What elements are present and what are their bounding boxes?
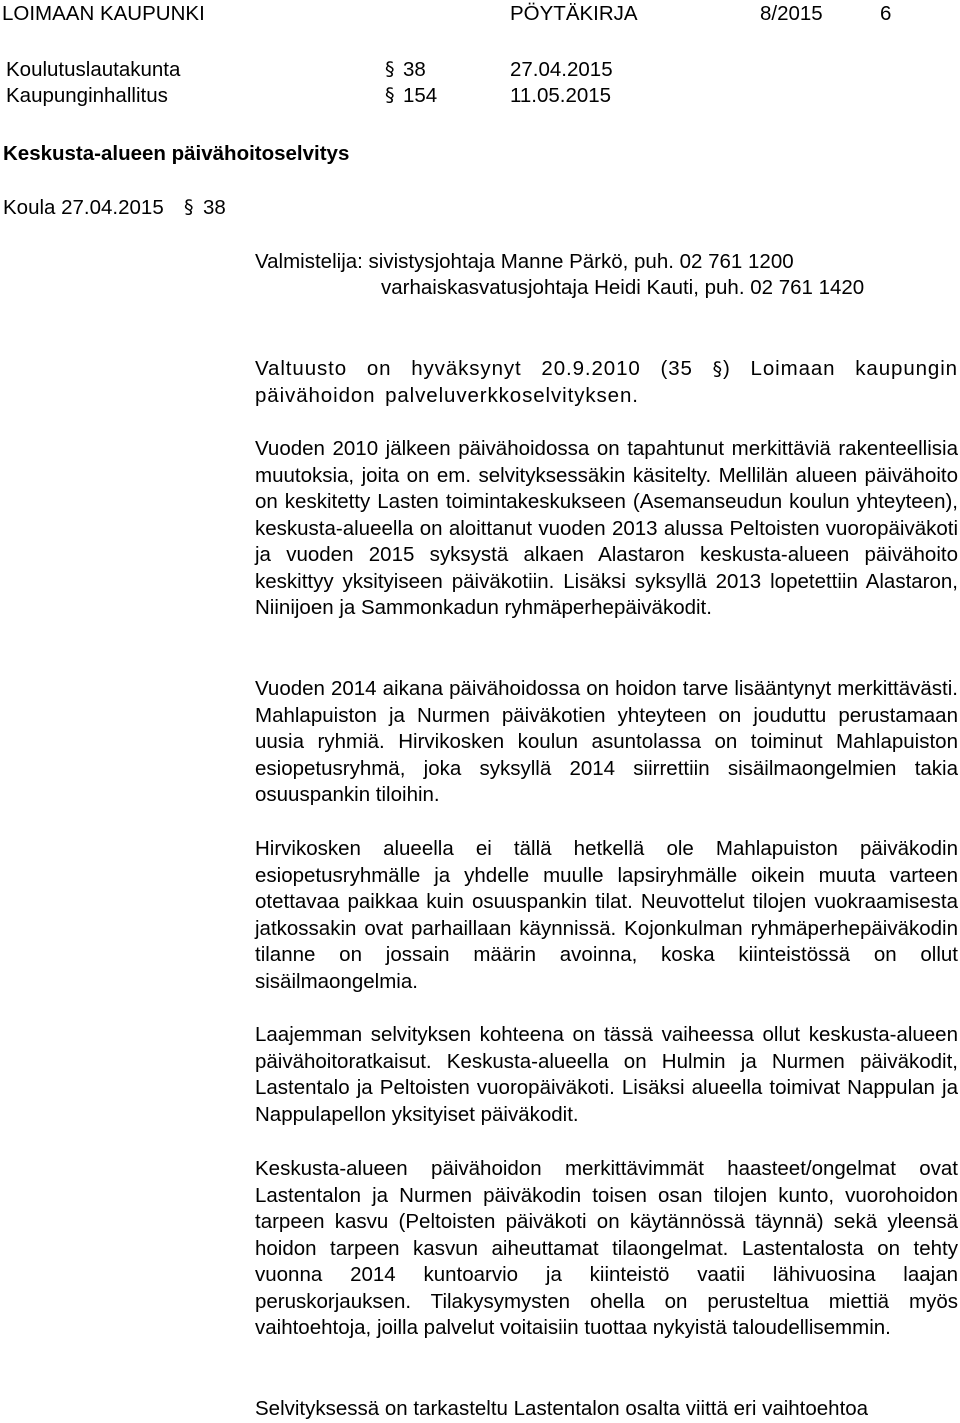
paragraph-text: Laajemman selvityksen kohteena on tässä vaiheessa ollut keskusta-alueen päivähoitoratkaisut. Keskusta-alueella on Hulmin ja Nurmen päiväkodit, Lastentalo ja Peltoisten vuoropäiväkoti. Lisäksi alueella toimivat Nappulan ja Nappulapellon yksityiset päiväkodit. <box>255 1023 958 1126</box>
section-symbol: § <box>385 84 395 106</box>
section-symbol: § <box>712 358 724 380</box>
document-number: 8/2015 <box>760 2 823 25</box>
paragraph <box>255 676 958 809</box>
document-type: PÖYTÄKIRJA <box>510 2 638 25</box>
paragraph-text: Keskusta-alueen päivähoidon merkittävimmät haasteet/ongelmat ovat Lastentalon ja Nurmen päiväkodin toisen osan tilojen kunto, vuorohoidon tarpeen kasvu (Peltoisten päiväkoti on käytännössä täynnä) sekä yleensä hoidon tarpeen kasvun aiheuttamat tilaongelmat. Lastentalosta on tehty vuonna 2014 kuntoarvio ja kiinteistö vaatii lähivuosina laajan peruskorjauksen. Tilakysymysten ohella on perusteltua miettiä myös vaihtoehtoja, joilla palvelut voitaisiin tuottaa nykyistä taloudellisemmin. <box>255 1157 958 1339</box>
paragraph <box>255 1156 958 1342</box>
paragraph-text: Vuoden 2010 jälkeen päivähoidossa on tapahtunut merkittäviä rakenteellisia muutoksia, joita on em. selvityksessäkin käsitelty. Mellilän alueen päivähoito on keskitetty Lasten toimintakeskukseen (Asemanseudun koulun yhteyteen), keskusta-alueella on aloittanut vuoden 2013 alussa Peltoisten vuoropäiväkoti ja vuoden 2015 syksystä alkaen Alastaron keskusta-alueen päivähoito keskittyy yksityiseen päiväkotiin. Lisäksi syksyllä 2013 lopetettiin Alastaron, Niinijoen ja Sammonkadun ryhmäperhepäiväkodit. <box>255 437 958 619</box>
reference-section: 38 <box>203 196 226 219</box>
meeting-section: 154 <box>403 84 438 107</box>
document-title: Keskusta-alueen päivähoitoselvitys <box>3 142 350 165</box>
meeting-date: 27.04.2015 <box>510 58 613 81</box>
preparer-line: varhaiskasvatusjohtaja Heidi Kauti, puh. 02 761 1420 <box>381 276 865 299</box>
reference-text: Koula 27.04.2015 <box>3 196 164 219</box>
paragraph <box>255 836 958 995</box>
paragraph <box>255 356 958 409</box>
paragraph-text: Vuoden 2014 aikana päivähoidossa on hoidon tarve lisääntynyt merkittävästi. Mahlapuiston ja Nurmen päiväkotien yhteyteen on jouduttu perustamaan uusia ryhmiä. Hirvikosken koulun asuntolassa on toiminut Mahlapuiston esiopetusryhmä, joka syksyllä 2014 siirrettiin sisäilmaongelmien takia osuuspankin tiloihin. <box>255 677 958 806</box>
paragraph-text: Valtuusto on hyväksynyt 20.9.2010 (35 <box>255 357 693 380</box>
meeting-section: 38 <box>403 58 426 81</box>
section-symbol: § <box>184 196 194 218</box>
section-symbol: § <box>385 58 395 80</box>
paragraph <box>255 436 958 622</box>
preparer-line: Valmistelija: sivistysjohtaja Manne Pärkö, puh. 02 761 1200 <box>255 250 794 273</box>
document-header <box>0 0 960 30</box>
page-number: 6 <box>880 2 892 25</box>
paragraph-text: Selvityksessä on tarkasteltu Lastentalon osalta viittä eri vaihtoehtoa <box>255 1397 869 1420</box>
meeting-body: Kaupunginhallitus <box>6 84 168 107</box>
paragraph-text: ) Loimaan kaupungin päivähoidon palveluverkkoselvityksen. <box>255 357 958 407</box>
paragraph <box>255 1396 958 1423</box>
paragraph <box>255 1022 958 1128</box>
meeting-date: 11.05.2015 <box>510 84 612 107</box>
paragraph-text: Hirvikosken alueella ei tällä hetkellä ole Mahlapuiston päiväkodin esiopetusryhmälle ja yhdelle muulle lapsiryhmälle oikein muuta varteen otettavaa paikkaa kuin osuuspankin tilat. Neuvottelut tilojen vuokraamisesta jatkossakin ovat parhaillaan käynnissä. Kojonkulman ryhmäperhepäiväkodin tilanne on jossain määrin avoinna, koska kiinteistössä on ollut sisäilmaongelmia. <box>255 837 958 993</box>
municipality-name: LOIMAAN KAUPUNKI <box>2 2 205 25</box>
meeting-body: Koulutuslautakunta <box>6 58 181 81</box>
